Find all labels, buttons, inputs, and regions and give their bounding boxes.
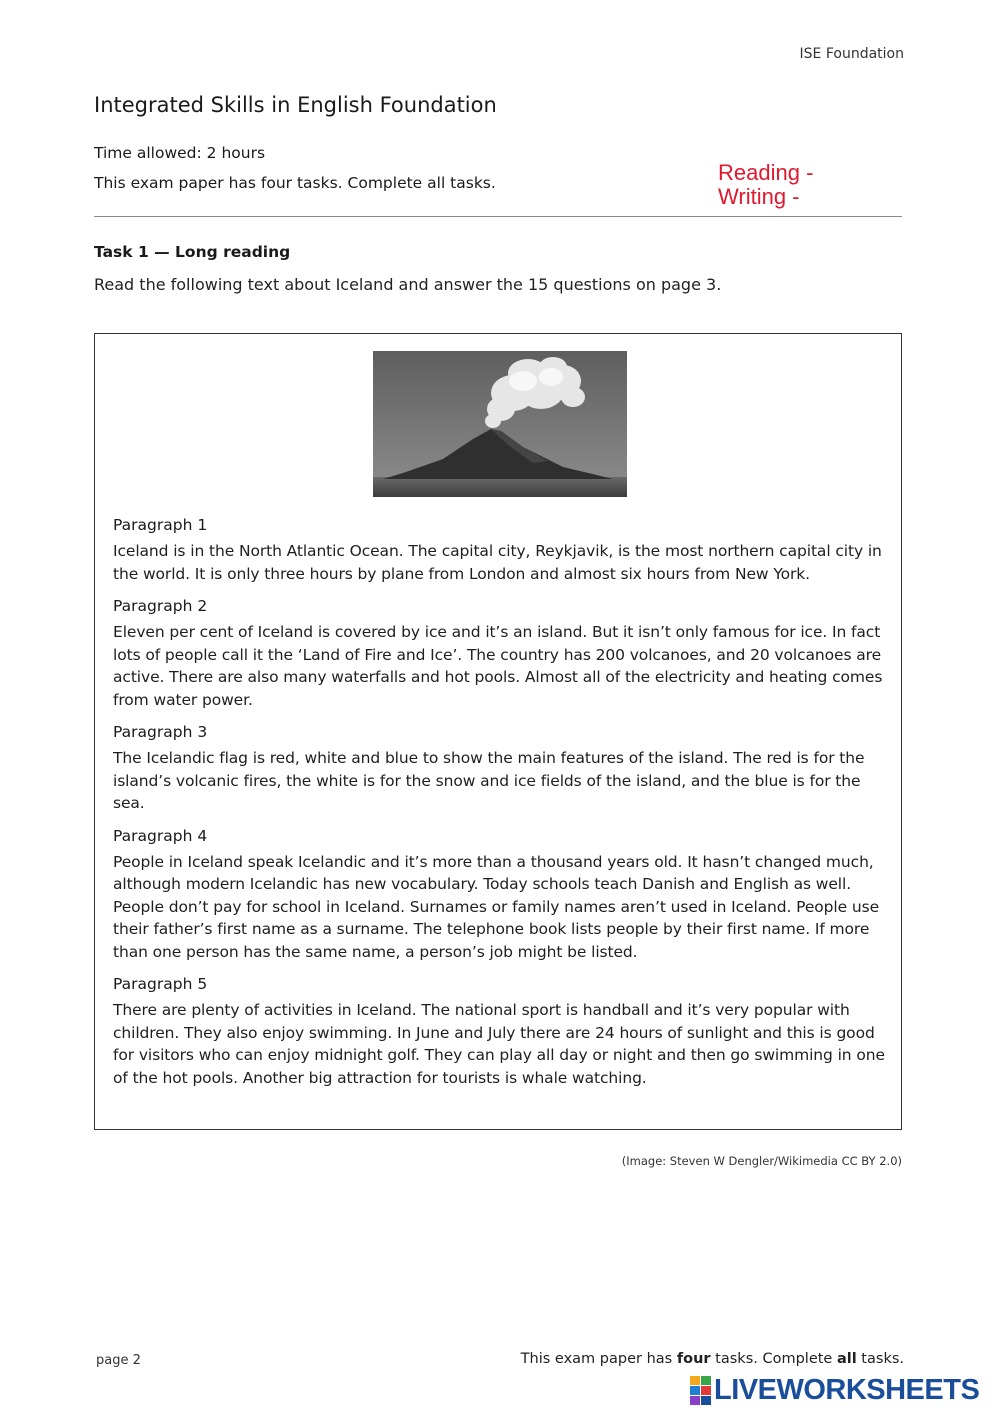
time-allowed-label: Time allowed: — [94, 144, 202, 162]
paragraph-text: Eleven per cent of Iceland is covered by ice and it’s an island. But it isn’t only famous for ice. In fact lots of people call it the ‘Land of Fire and Ice’. The country has 200 volcanoes, and 20 volcanoes are active. There are also many waterfalls and hot pools. Almost all of the electricity and heating comes from water power. — [113, 623, 883, 709]
footer-bold-all: all — [836, 1351, 857, 1367]
image-credit: (Image: Steven W Dengler/Wikimedia CC BY 2.0) — [621, 1154, 902, 1168]
footer-text-post: tasks. — [856, 1351, 904, 1367]
header-divider — [94, 216, 902, 217]
paragraph-heading: Paragraph 5 — [113, 975, 208, 993]
paragraph-2 — [113, 595, 893, 711]
exam-instructions: This exam paper has four tasks. Complete all tasks. — [94, 174, 496, 192]
paragraph-heading: Paragraph 4 — [113, 826, 208, 845]
paragraph-1 — [113, 514, 893, 585]
writing-score-field[interactable]: Writing - — [718, 184, 800, 209]
paragraph-heading: Paragraph 3 — [113, 723, 208, 741]
paragraph-text: People in Iceland speak Icelandic and it’s more than a thousand years old. It hasn’t changed much, although modern Icelandic has new vocabulary. Today schools teach Danish and English as well. People don’t pay for school in Iceland. Surnames or family names aren’t used in Iceland. People use their father’s first name as a surname. The telephone book lists people by their first name. If more than one person has the same name, a person’s job might be listed. — [113, 852, 880, 961]
paragraph-list — [113, 514, 893, 1099]
score-box — [718, 161, 813, 209]
footer-bold-four: four — [676, 1351, 711, 1367]
paragraph-3 — [113, 721, 893, 815]
paragraph-heading: Paragraph 2 — [113, 597, 208, 615]
paragraph-5 — [113, 973, 893, 1089]
time-allowed-value: 2 hours — [201, 144, 266, 162]
task-title: Task 1 — Long reading — [94, 243, 291, 261]
time-allowed — [94, 144, 265, 162]
reading-score-field[interactable]: Reading - — [718, 160, 814, 185]
liveworksheets-logo-icon — [690, 1376, 712, 1406]
page-title: Integrated Skills in English Foundation — [94, 93, 497, 117]
footer-text-mid: tasks. Complete — [710, 1351, 837, 1367]
paragraph-text: Iceland is in the North Atlantic Ocean. The capital city, Reykjavik, is the most northern capital city in the world. It is only three hours by plane from London and almost six hours from New York. — [113, 542, 882, 583]
footer-instructions — [521, 1351, 904, 1367]
paragraph-heading: Paragraph 1 — [113, 516, 208, 534]
paragraph-text: There are plenty of activities in Iceland. The national sport is handball and it’s very popular with children. They also enjoy swimming. In June and July there are 24 hours of sunlight and this is good for visitors who can enjoy midnight golf. They can play all day or night and then go swimming in one of the hot pools. Another big attraction for tourists is whale watching. — [113, 1001, 885, 1087]
footer-text-pre: This exam paper has — [520, 1351, 677, 1367]
series-label: ISE Foundation — [799, 46, 904, 62]
liveworksheets-logo[interactable] — [690, 1374, 990, 1406]
liveworksheets-logo-text: LIVEWORKSHEETS — [714, 1374, 980, 1406]
paragraph-text: The Icelandic flag is red, white and blue to show the main features of the island. The red is for the island’s volcanic fires, the white is for the snow and ice fields of the island, and the blue is for the sea. — [113, 749, 865, 812]
task-instructions: Read the following text about Iceland and answer the 15 questions on page 3. — [94, 275, 722, 294]
volcano-photo — [373, 351, 627, 497]
paragraph-4 — [113, 825, 893, 964]
page-number: page 2 — [96, 1353, 141, 1368]
